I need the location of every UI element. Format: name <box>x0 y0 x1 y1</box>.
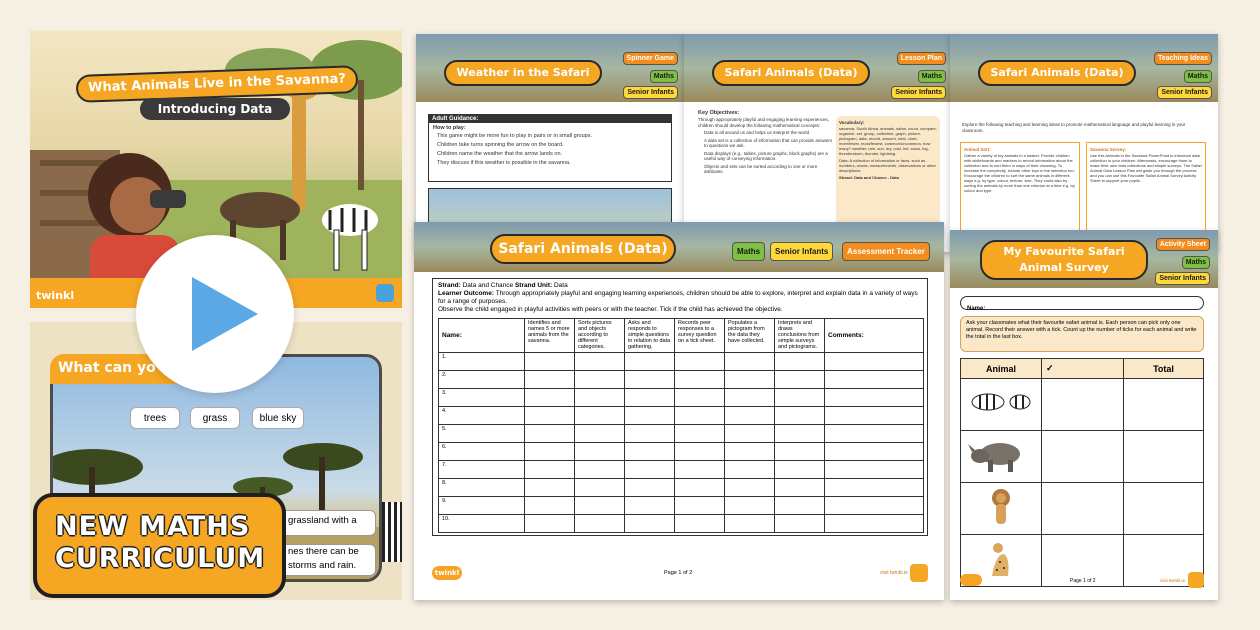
row-number: 10. <box>439 515 525 533</box>
tick-cell[interactable] <box>775 353 825 371</box>
doc-title <box>980 240 1148 280</box>
bullet-4: They discuss if this weather is possible in the savanna. <box>437 160 571 166</box>
row-number: 7. <box>439 461 525 479</box>
footer-twinkl-logo <box>960 574 982 586</box>
badge-line-2: CURRICULUM <box>55 543 266 574</box>
ireland-icon <box>376 284 394 302</box>
tick-cell[interactable] <box>675 425 725 443</box>
slide2-heading: What can yo <box>58 360 156 376</box>
outcome-label: Learner Outcome: <box>438 290 494 297</box>
row-number: 1. <box>439 353 525 371</box>
table-header-row <box>439 319 924 353</box>
tick-cell[interactable] <box>775 497 825 515</box>
tick-cell[interactable] <box>575 479 625 497</box>
tick-cell[interactable] <box>525 425 575 443</box>
table-row <box>961 431 1204 483</box>
caption-text-2b: storms and rain. <box>288 560 357 571</box>
twinkl-logo: twinkl <box>36 289 75 302</box>
slide-subtitle: Introducing Data <box>140 98 290 120</box>
objective-1: Data is all around us and helps us interpret the world. <box>704 130 811 135</box>
savanna-survey-text: Use this Animals in the Savanna PowerPoint to introduce data collection to your children. Afterwards, encourage them to make their own data collections and simple surveys. The Safari Animal Data Lesson Plan will guide you through the process and you can use this Favourite Safari Animal Survey Activity Sheet to support your pupils. <box>1090 153 1202 183</box>
tick-cell[interactable] <box>675 443 725 461</box>
row-number: 2. <box>439 371 525 389</box>
tick-cell[interactable] <box>775 461 825 479</box>
vocab-text: savanna, South Africa, animals, safari, count, compare, organise, set, group, collection, graph, picture, pictogram, data, record, amount, total, chart, more/fewer, most/fewest, common/uncommon, how many? weather, rain, sun, dry, cold, hot, snow, fog, thunderstorm, thunder, lightning. <box>839 126 937 156</box>
caption-text-2a: nes there can be <box>288 546 359 557</box>
tick-cell[interactable] <box>525 461 575 479</box>
vocab-title: Vocabulary: <box>839 120 865 125</box>
tick-cell[interactable] <box>775 425 825 443</box>
tick-cell[interactable] <box>625 479 675 497</box>
teaching-intro: Explore the following teaching and learning ideas to promote mathematical language and playful learning in your classroom. <box>962 122 1186 133</box>
header-name: Name: <box>439 319 525 353</box>
row-number: 3. <box>439 389 525 407</box>
tick-cell[interactable] <box>575 443 625 461</box>
doc-weather-spinner <box>416 34 684 252</box>
tick-cell[interactable] <box>625 389 675 407</box>
total-cell[interactable] <box>1124 431 1204 483</box>
tick-cell[interactable] <box>775 407 825 425</box>
comment-cell[interactable] <box>825 389 924 407</box>
footer-url: visit twinkl.ie <box>1160 578 1186 583</box>
word-card-grass[interactable]: grass <box>190 407 240 429</box>
header-col-4: Records peer responses to a survey question on a tick sheet. <box>675 319 725 353</box>
tag-activity-sheet: Activity Sheet <box>1156 238 1210 251</box>
animal-cell <box>961 379 1042 431</box>
animal-sort-text: Gather a variety of toy animals in a basket. Provide children with whiteboards and markers to record information about the collection and to sort them in ways of their choosing. To increase the complexity, include other toys in the selection too. Encourage the children to sort the same animals in different ways e.g. by type, colour, texture, size. They could also try sorting the animals by more than one criterion at a time e.g. by colour and type. <box>964 153 1075 193</box>
strand-label: Strand: <box>438 282 461 289</box>
objective-3: Data displays (e.g., tables, picture graphs, block graphs) are a useful way of conveying information. <box>704 150 828 161</box>
survey-title-line-1: My Favourite Safari <box>1003 245 1125 258</box>
rhinoceros-icon <box>962 432 1040 476</box>
table-row <box>439 461 924 479</box>
tag-senior-infants: Senior Infants <box>1155 272 1210 285</box>
tag-maths: Maths <box>1184 70 1212 83</box>
tick-cell[interactable] <box>1042 431 1124 483</box>
outcome-line <box>438 290 922 306</box>
row-number: 9. <box>439 497 525 515</box>
tick-cell[interactable] <box>775 515 825 533</box>
tick-cell[interactable] <box>675 407 725 425</box>
guidance-title: Adult Guidance: <box>429 115 671 123</box>
footer-page-number: Page 1 of 2 <box>664 570 693 576</box>
doc-title: Weather in the Safari <box>444 60 602 86</box>
tag-senior-infants: Senior Infants <box>1157 86 1212 99</box>
tick-cell[interactable] <box>675 353 725 371</box>
key-text: Through appropriately playful and engaging learning experiences, children should develop the following mathematical concepts: <box>698 117 829 128</box>
caption-text-1: grassland with a <box>288 515 357 526</box>
header-animal: Animal <box>961 359 1042 379</box>
tag-senior-infants: Senior Infants <box>623 86 678 99</box>
header-col-1: Identifies and names 5 or more animals from the savanna. <box>525 319 575 353</box>
tick-cell[interactable] <box>1042 483 1124 535</box>
tick-cell[interactable] <box>675 389 725 407</box>
doc-title: Safari Animals (Data) <box>490 234 676 264</box>
curriculum-badge <box>33 493 286 598</box>
tracker-info-box <box>432 278 928 536</box>
data-definition: Data: A collection of information or facts, such as numbers, words, measurements, observations or other descriptions. <box>839 158 936 173</box>
tick-cell[interactable] <box>525 407 575 425</box>
tick-cell[interactable] <box>725 515 775 533</box>
tick-cell[interactable] <box>725 479 775 497</box>
name-field[interactable] <box>960 296 1204 310</box>
tag-maths: Maths <box>650 70 678 83</box>
footer-url: visit twinkl.ie <box>880 570 908 576</box>
tick-cell[interactable] <box>525 479 575 497</box>
footer-page-number: Page 1 of 2 <box>1070 578 1096 584</box>
comment-cell[interactable] <box>825 425 924 443</box>
tick-cell[interactable] <box>725 407 775 425</box>
tick-cell[interactable] <box>725 389 775 407</box>
outcome-text: Through appropriately playful and engaging learning experiences, children should be able to explore, interpret and explain data in a variety of ways for a range of purposes. <box>438 290 918 305</box>
header-col-3: Asks and responds to simple questions in relation to data gathering. <box>625 319 675 353</box>
howto-title: How to play: <box>433 125 466 131</box>
tag-maths: Maths <box>918 70 946 83</box>
table-row <box>439 443 924 461</box>
tag-lesson-plan: Lesson Plan <box>897 52 946 65</box>
slide-title: What Animals Live in the Savanna? <box>76 65 359 103</box>
animal-cell <box>961 483 1042 535</box>
comment-cell[interactable] <box>825 407 924 425</box>
tick-cell[interactable] <box>725 353 775 371</box>
tick-cell[interactable] <box>525 353 575 371</box>
row-number: 5. <box>439 425 525 443</box>
strand-unit-label: Strand Unit: <box>514 282 553 289</box>
animal-cell <box>961 431 1042 483</box>
doc-title: Safari Animals (Data) <box>978 60 1136 86</box>
savanna-survey-title: Savanna Survey: <box>1090 147 1127 152</box>
zebra-icon <box>962 380 1040 424</box>
survey-table <box>960 358 1204 587</box>
row-number: 8. <box>439 479 525 497</box>
doc-teaching-ideas <box>950 34 1218 252</box>
tick-cell[interactable] <box>725 443 775 461</box>
tick-cell[interactable] <box>625 497 675 515</box>
guidance-box <box>428 114 672 182</box>
row-number: 6. <box>439 443 525 461</box>
table-row <box>961 483 1204 535</box>
header-col-5: Populates a pictogram from the data they have collected. <box>725 319 775 353</box>
tick-cell[interactable] <box>575 461 625 479</box>
total-cell[interactable] <box>1124 379 1204 431</box>
tag-teaching-ideas: Teaching Ideas <box>1154 52 1212 65</box>
tick-cell[interactable] <box>575 407 625 425</box>
comment-cell[interactable] <box>825 461 924 479</box>
comment-cell[interactable] <box>825 353 924 371</box>
table-row <box>439 515 924 533</box>
tag-maths: Maths <box>732 242 765 261</box>
tick-cell[interactable] <box>625 425 675 443</box>
strand-text: Strand: Data and Chance - Data <box>839 175 899 180</box>
tick-cell[interactable] <box>575 353 625 371</box>
animal-sort-box <box>960 142 1080 244</box>
word-card-blue-sky[interactable]: blue sky <box>252 407 304 429</box>
tick-cell[interactable] <box>575 497 625 515</box>
doc-lesson-plan <box>684 34 952 252</box>
survey-header-row <box>961 359 1204 379</box>
tick-cell[interactable] <box>725 425 775 443</box>
doc-title: Safari Animals (Data) <box>712 60 870 86</box>
tick-cell[interactable] <box>775 371 825 389</box>
comment-cell[interactable] <box>825 479 924 497</box>
doc-assessment-tracker <box>414 222 944 600</box>
tick-cell[interactable] <box>525 389 575 407</box>
table-row <box>439 407 924 425</box>
tag-assessment-tracker: Assessment Tracker <box>842 242 930 261</box>
header-total: Total <box>1124 359 1204 379</box>
header-col-2: Sorts pictures and objects according to different categories. <box>575 319 625 353</box>
badge-line-1: NEW MATHS <box>55 511 251 542</box>
name-label: Name: <box>967 306 986 312</box>
header-comments: Comments: <box>825 319 924 353</box>
tick-cell[interactable] <box>525 443 575 461</box>
tick-cell[interactable] <box>625 515 675 533</box>
tick-cell[interactable] <box>675 515 725 533</box>
ireland-icon <box>910 564 928 582</box>
tick-cell[interactable] <box>775 479 825 497</box>
table-row <box>439 371 924 389</box>
tag-senior-infants: Senior Infants <box>891 86 946 99</box>
tag-spinner-game: Spinner Game <box>623 52 678 65</box>
tag-maths: Maths <box>1182 256 1210 269</box>
strand-line <box>438 282 922 290</box>
tick-cell[interactable] <box>575 389 625 407</box>
table-row <box>439 353 924 371</box>
key-objectives <box>698 110 836 175</box>
ireland-icon <box>1188 572 1204 588</box>
vocab-box <box>836 116 940 232</box>
zebra-edge <box>382 502 402 562</box>
bullet-3: Children name the weather that the arrow lands on. <box>437 151 563 157</box>
tick-cell[interactable] <box>575 371 625 389</box>
bullet-2: Children take turns spinning the arrow on the board. <box>437 142 564 148</box>
objective-4: Objects and sets can be sorted according to one or more attributes. <box>704 163 818 174</box>
tick-cell[interactable] <box>525 497 575 515</box>
lion-icon <box>962 484 1040 528</box>
comment-cell[interactable] <box>825 443 924 461</box>
word-card-trees[interactable]: trees <box>130 407 180 429</box>
table-row <box>439 389 924 407</box>
comment-cell[interactable] <box>825 371 924 389</box>
tick-cell[interactable] <box>525 515 575 533</box>
play-icon <box>136 235 294 393</box>
instructions-box <box>960 316 1204 352</box>
header-col-6: Interprets and draws conclusions from simple surveys and pictograms. <box>775 319 825 353</box>
tag-senior-infants: Senior Infants <box>770 242 833 261</box>
instructions-text: Ask your classmates what their favourite safari animal is. Each person can pick only one animal. Record their answer with a tick. Count up the number of ticks for each animal and write the total in the last box. <box>966 320 1197 340</box>
total-cell[interactable] <box>1124 483 1204 535</box>
doc-survey-activity <box>950 230 1218 600</box>
tick-cell[interactable] <box>575 425 625 443</box>
tick-cell[interactable] <box>725 371 775 389</box>
animal-sort-title: Animal Sort: <box>964 147 991 152</box>
tick-cell[interactable] <box>775 389 825 407</box>
tick-cell[interactable] <box>675 461 725 479</box>
objective-2: A data set is a collection of information that can provide answers to questions we ask. <box>704 137 833 148</box>
table-row <box>439 479 924 497</box>
tick-cell[interactable] <box>675 497 725 515</box>
key-title: Key Objectives: <box>698 110 740 116</box>
bullet-1: This game might be more fun to play in pairs or in small groups. <box>437 133 592 139</box>
tick-cell[interactable] <box>775 443 825 461</box>
survey-title-line-2: Animal Survey <box>1019 261 1109 274</box>
tick-cell[interactable] <box>725 497 775 515</box>
tick-cell[interactable] <box>575 515 625 533</box>
strand-value: Data and Chance <box>462 282 514 289</box>
table-row <box>439 425 924 443</box>
strand-unit-value: Data <box>553 282 568 289</box>
footer-twinkl-logo: twinkl <box>432 566 462 580</box>
tick-cell[interactable] <box>625 407 675 425</box>
assessment-table <box>438 318 924 533</box>
tick-cell[interactable] <box>625 371 675 389</box>
header-tick: ✓ <box>1042 359 1124 379</box>
tick-cell[interactable] <box>675 371 725 389</box>
row-number: 4. <box>439 407 525 425</box>
tick-cell[interactable] <box>725 461 775 479</box>
tick-cell[interactable] <box>625 461 675 479</box>
comment-cell[interactable] <box>825 515 924 533</box>
tick-cell[interactable] <box>625 443 675 461</box>
savanna-survey-box <box>1086 142 1206 244</box>
tick-cell[interactable] <box>675 479 725 497</box>
tick-cell[interactable] <box>1042 379 1124 431</box>
comment-cell[interactable] <box>825 497 924 515</box>
tick-cell[interactable] <box>525 371 575 389</box>
table-row <box>961 379 1204 431</box>
observe-text: Observe the child engaged in playful activities with peers or with the teacher. Tick if the child has achieved the objective. <box>438 306 783 313</box>
table-row <box>439 497 924 515</box>
tick-cell[interactable] <box>625 353 675 371</box>
play-button[interactable] <box>136 235 294 393</box>
